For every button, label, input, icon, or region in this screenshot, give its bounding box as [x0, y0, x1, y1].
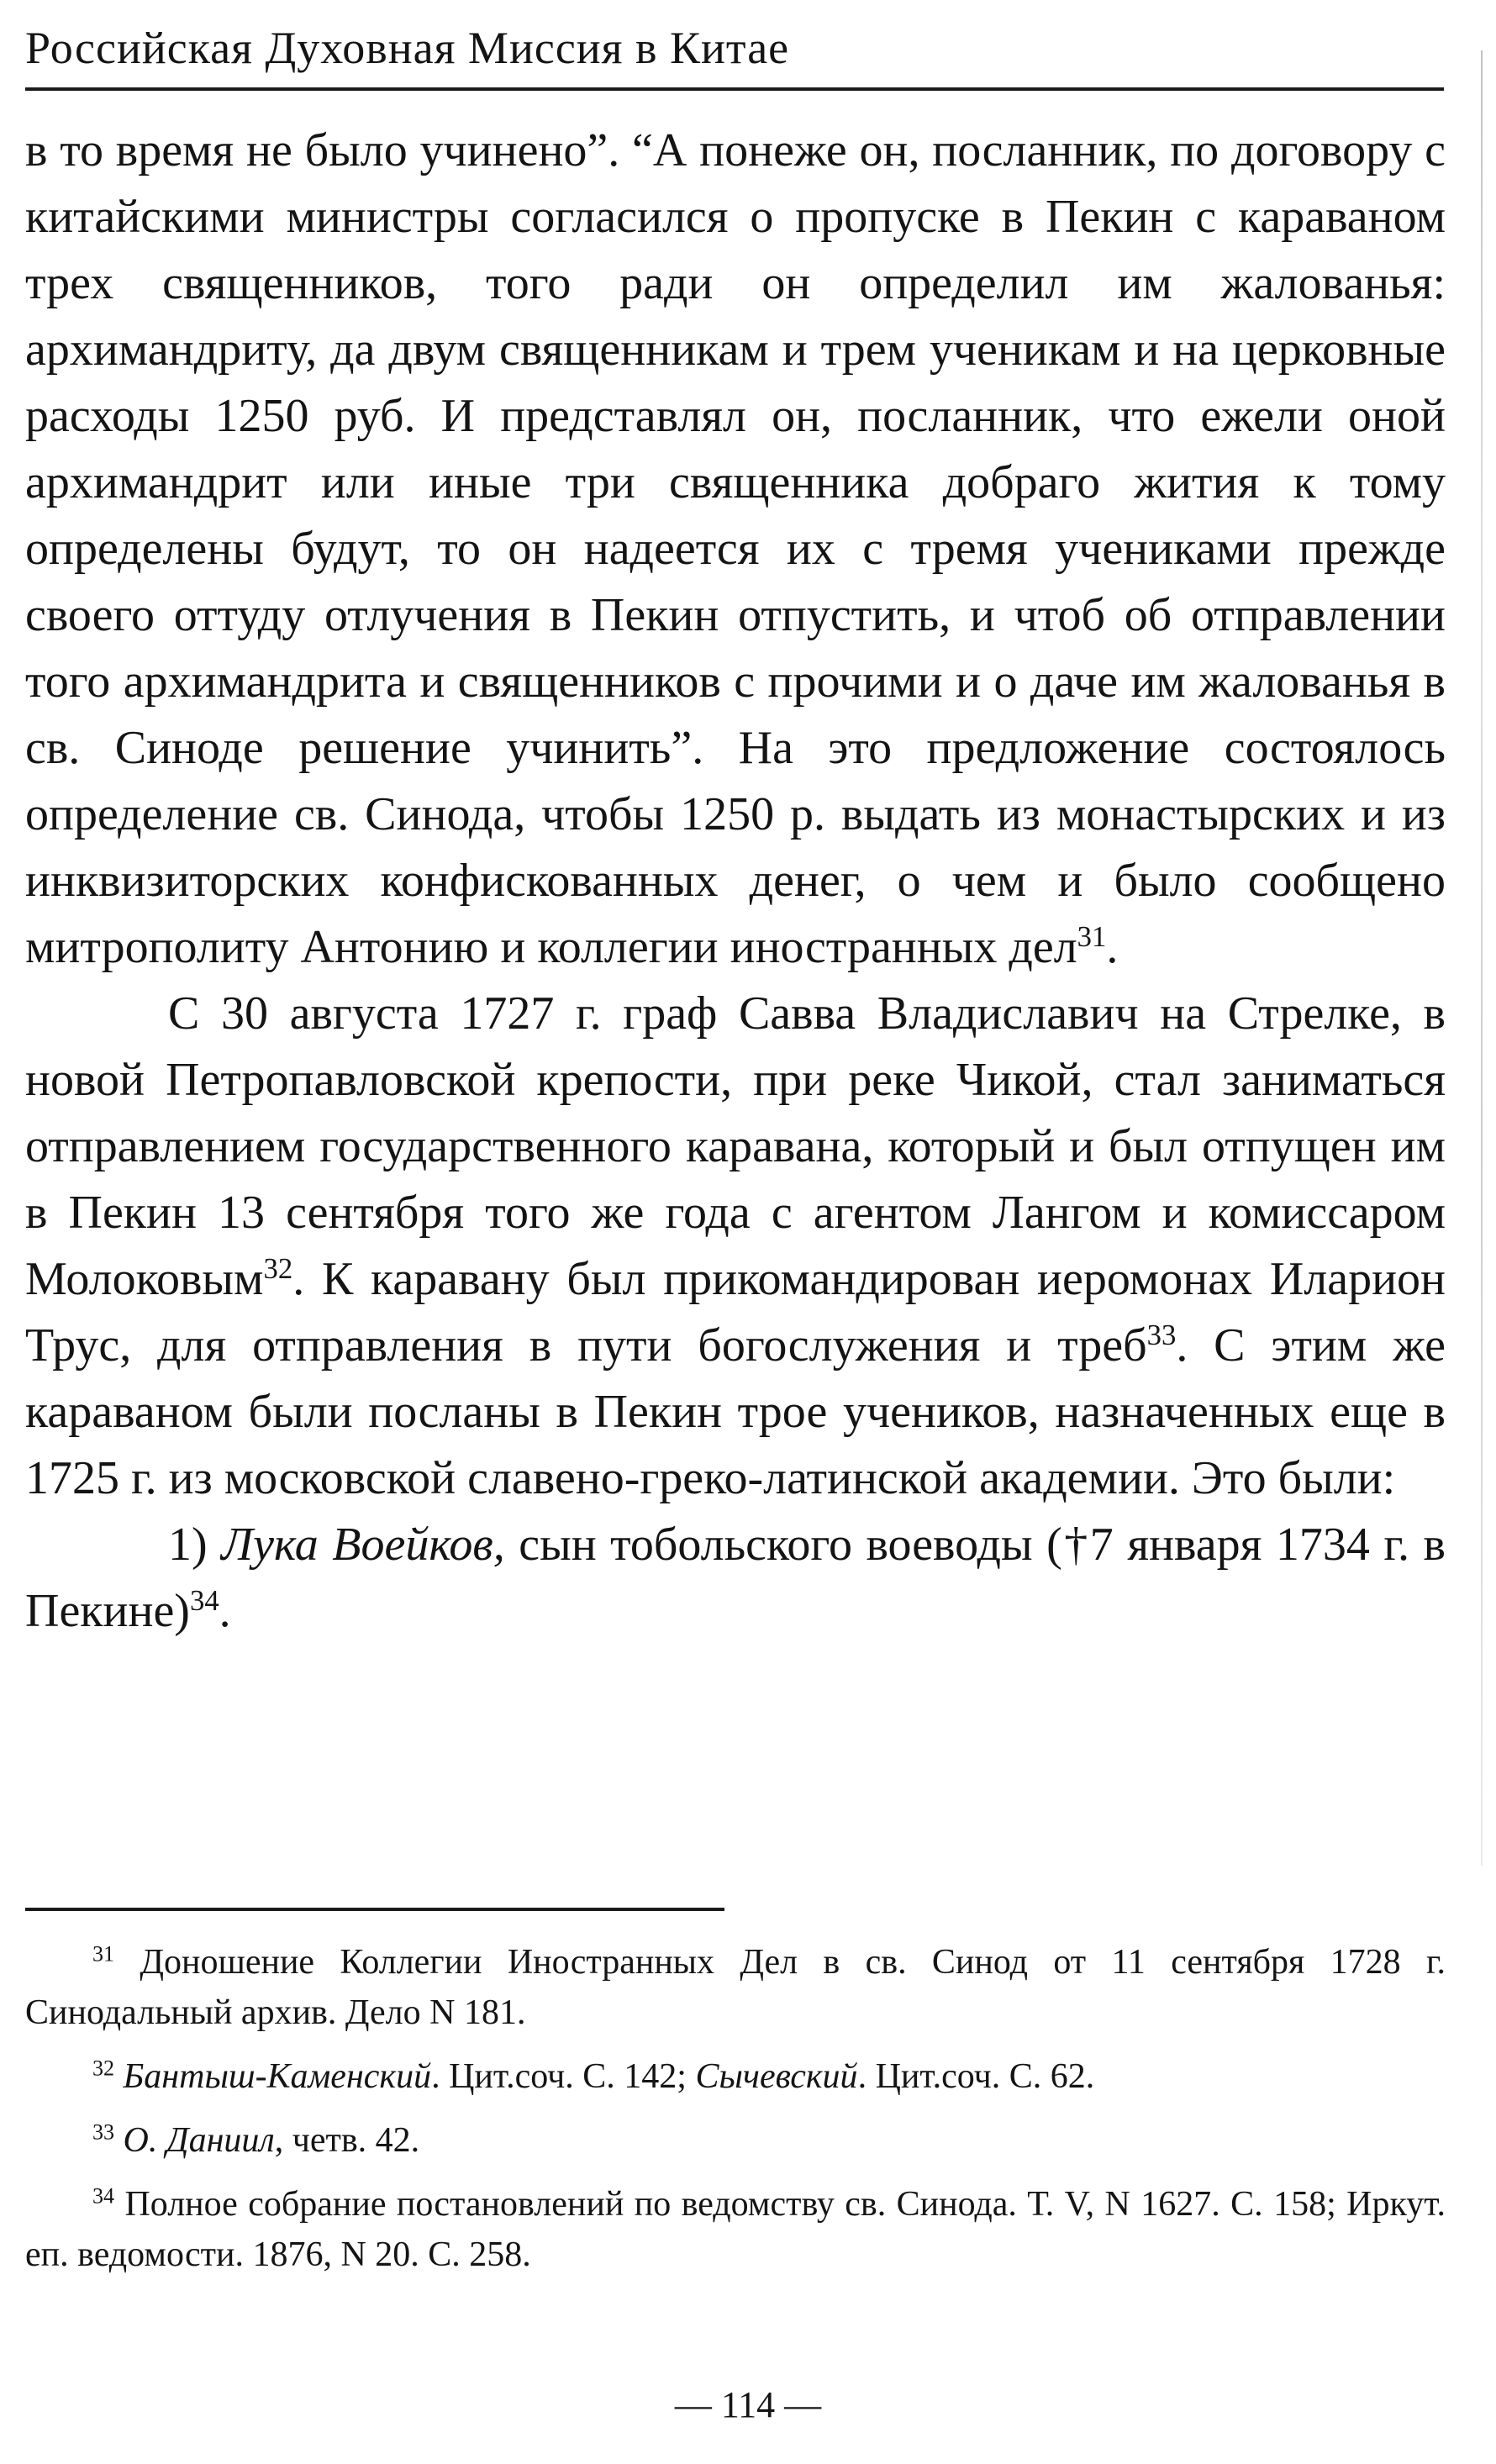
main-text [25, 118, 1446, 1645]
paragraph-2-text-a: С 30 августа 1727 г. граф Савва Владиславич на Стрелке, в новой Петропавловской крепости, при реке Чикой, стал заниматься отправлением государственного каравана, который и был отпущен им в Пекин 13 сентября того же года с агентом Лангом и комиссаром Молоковым [25, 987, 1446, 1305]
list-number: 1) [168, 1519, 222, 1571]
footnote-ref-34: 34 [189, 1583, 219, 1617]
scan-edge-line [1481, 50, 1483, 1866]
footnote-ref-32: 32 [263, 1251, 293, 1285]
footnote-text: Доношение Коллегии Иностранных Дел в св. Синод от 11 сентября 1728 г. Синодальный архив. Дело N 181. [25, 1943, 1446, 2032]
footnote-author: Сычевский [695, 2057, 858, 2096]
footnote-author: О. Даниил [123, 2121, 275, 2160]
footnote-number: 34 [92, 2183, 115, 2209]
person-name: Лука Воейков, [221, 1519, 505, 1571]
footnote-number: 33 [92, 2119, 115, 2145]
footnote-text: , четв. 42. [274, 2121, 420, 2160]
footnote-text: . Цит.соч. С. 62. [857, 2057, 1095, 2096]
paragraph-1 [25, 118, 1446, 981]
footnote-ref-33: 33 [1146, 1318, 1177, 1351]
footnote-31 [25, 1937, 1446, 2038]
footnote-ref-31: 31 [1077, 919, 1107, 953]
footnote-32 [25, 2051, 1446, 2102]
footnote-number: 31 [92, 1941, 115, 1966]
paragraph-2-text-b: . К каравану был прикомандирован иеромонах Иларион Трус, для отправления в пути богослужения и треб [25, 1253, 1446, 1372]
footnote-number: 32 [92, 2056, 115, 2081]
paragraph-1-text: в то время не было учинено”. “А понеже он, посланник, по договору с китайскими министры согласился о пропуске в Пекин с караваном трех священников, того ради он определил им жалованья: архимандриту, да двум священникам и трем ученикам и на церковные расходы 1250 руб. И представлял он, посланник, что ежели оной архимандрит или иные три священника добраго жития к тому определены будут, то он надеется их с тремя учениками прежде своего оттуду отлучения в Пекин отпустить, и чтоб об отправлении того архимандрита и священников с прочими и о даче им жалованья в св. Синоде решение учинить”. На это предложение состоялось определение св. Синода, чтобы 1250 р. выдать из монастырских и из инквизиторских конфискованных денег, о чем и было сообщено митрополиту Антонию и коллегии иностранных дел [25, 124, 1446, 973]
paragraph-3-end: . [219, 1585, 231, 1637]
footnote-text: Полное собрание постановлений по ведомству св. Синода. Т. V, N 1627. С. 158; Иркут. еп. ведомости. 1876, N 20. С. 258. [25, 2185, 1446, 2274]
footnote-34 [25, 2179, 1446, 2280]
paragraph-2-text-c: . С этим же караваном были посланы в Пекин трое учеников, назначенных еще в 1725 г. из московской славено-греко-латинской академии. Это были: [25, 1319, 1446, 1504]
footnote-author: Бантыш-Каменский [123, 2057, 432, 2096]
header-rule [25, 87, 1444, 91]
page-number: — 114 — [674, 2384, 822, 2425]
paragraph-3 [25, 1512, 1446, 1645]
paragraph-3-text: сын тобольского воеводы (†7 января 1734 г. в Пекине) [25, 1519, 1446, 1637]
running-title: Российская Духовная Миссия в Китае [25, 23, 790, 73]
footnote-33 [25, 2115, 1446, 2166]
paragraph-2 [25, 981, 1446, 1512]
footnote-separator [25, 1908, 724, 1911]
footnotes [25, 1937, 1446, 2293]
footnote-text: . Цит.соч. С. 142; [431, 2057, 696, 2096]
paragraph-1-end: . [1106, 921, 1119, 973]
